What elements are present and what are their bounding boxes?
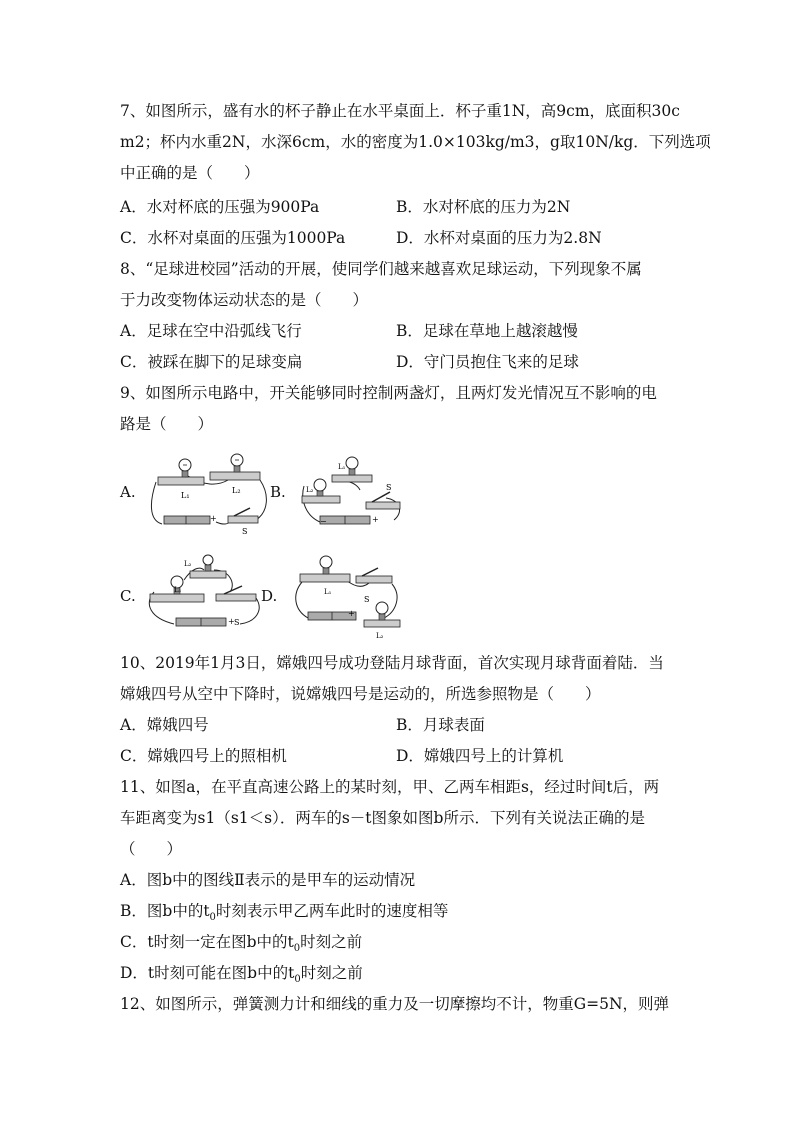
q9-fig-label-d: D. bbox=[261, 587, 278, 605]
q12-stem-line1: 12、如图所示，弹簧测力计和细线的重力及一切摩擦均不计，物重G=5N，则弹 bbox=[120, 995, 670, 1013]
q7-stem-line1: 7、如图所示，盛有水的杯子静止在水平桌面上．杯子重1N，高9cm，底面积30c bbox=[120, 102, 680, 120]
q10-option-c: C．嫦娥四号上的照相机 bbox=[120, 747, 287, 765]
q10-option-a: A．嫦娥四号 bbox=[120, 716, 209, 734]
q9-fig-label-a: A. bbox=[120, 483, 136, 501]
circuit-b-label-plus: + bbox=[372, 515, 379, 524]
circuit-b-label-s: S bbox=[386, 483, 392, 492]
circuit-a-label-l1: L₁ bbox=[181, 491, 190, 500]
q11-stem-line2: 车距离变为s1（s1＜s）．两车的s－t图象如图b所示．下列有关说法正确的是 bbox=[120, 809, 645, 827]
circuit-c-label-l1: L₁ bbox=[174, 586, 182, 594]
q7-option-d: D．水杯对桌面的压力为2.8N bbox=[396, 229, 602, 247]
q11-stem-line1: 11、如图a，在平直高速公路上的某时刻，甲、乙两车相距s，经过时间t后，两 bbox=[120, 778, 660, 796]
circuit-d-label-s: S bbox=[364, 595, 370, 604]
q11-option-d: D．t时刻可能在图b中的$t_0$时刻之前 bbox=[120, 964, 363, 986]
q10-option-b: B．月球表面 bbox=[396, 716, 485, 734]
circuit-a-label-s: S bbox=[242, 527, 248, 536]
q9-fig-label-b: B. bbox=[270, 483, 286, 501]
q11-stem-line3: （ ） bbox=[120, 840, 183, 858]
q8-stem-line1: 8、“足球进校园”活动的开展，使同学们越来越喜欢足球运动，下列现象不属 bbox=[120, 260, 642, 278]
circuit-d-label-plus: + bbox=[348, 609, 355, 618]
circuit-a-label-l2: L₂ bbox=[232, 486, 241, 495]
q8-option-c: C．被踩在脚下的足球变扁 bbox=[120, 353, 303, 371]
q7-stem-line3: 中正确的是（ ） bbox=[120, 164, 260, 182]
circuit-figure-c bbox=[144, 554, 266, 634]
circuit-figure-d bbox=[290, 552, 410, 642]
q10-stem-line1: 10、2019年1月3日，嫦娥四号成功登陆月球背面，首次实现月球背面着陆．当 bbox=[120, 654, 664, 672]
q11-option-b: B．图b中的$t_0$时刻表示甲乙两车此时的速度相等 bbox=[120, 902, 449, 924]
circuit-c-label-s: S bbox=[234, 618, 240, 627]
q7-stem-line2: m2；杯内水重2N，水深6cm，水的密度为1.0×103kg/m3，g取10N/kg．下列选项 bbox=[120, 133, 711, 151]
circuit-b-label-minus: − bbox=[320, 517, 327, 526]
circuit-figure-b bbox=[296, 452, 410, 532]
circuit-c-label-plus: + bbox=[228, 617, 235, 626]
q8-option-b: B．足球在草地上越滚越慢 bbox=[396, 322, 578, 340]
q9-stem-line1: 9、如图所示电路中，开关能够同时控制两盏灯，且两灯发光情况互不影响的电 bbox=[120, 384, 657, 402]
circuit-a-label-plus: + bbox=[210, 514, 217, 523]
q8-option-d: D．守门员抱住飞来的足球 bbox=[396, 353, 579, 371]
q10-option-d: D．嫦娥四号上的计算机 bbox=[396, 747, 564, 765]
circuit-figure-a bbox=[148, 450, 270, 540]
q7-option-a: A．水对杯底的压强为900Pa bbox=[120, 198, 320, 216]
q8-stem-line2: 于力改变物体运动状态的是（ ） bbox=[120, 291, 369, 309]
q9-stem-line2: 路是（ ） bbox=[120, 415, 214, 433]
q11-option-a: A．图b中的图线Ⅱ表示的是甲车的运动情况 bbox=[120, 871, 416, 889]
q10-stem-line2: 嫦娥四号从空中下降时，说嫦娥四号是运动的，所选参照物是（ ） bbox=[120, 685, 601, 703]
circuit-d-label-l2: L₂ bbox=[376, 632, 384, 640]
q11-option-c: C．t时刻一定在图b中的$t_0$时刻之前 bbox=[120, 933, 363, 955]
q8-option-a: A．足球在空中沿弧线飞行 bbox=[120, 322, 302, 340]
q7-option-c: C．水杯对桌面的压强为1000Pa bbox=[120, 229, 346, 247]
circuit-d-label-l1: L₁ bbox=[324, 588, 332, 596]
circuit-b-label-l2: L₂ bbox=[306, 486, 314, 494]
q7-option-b: B．水对杯底的压力为2N bbox=[396, 198, 571, 216]
circuit-c-label-l2: L₂ bbox=[184, 560, 192, 568]
q9-fig-label-c: C. bbox=[120, 587, 136, 605]
circuit-b-label-l1: L₁ bbox=[338, 463, 346, 471]
